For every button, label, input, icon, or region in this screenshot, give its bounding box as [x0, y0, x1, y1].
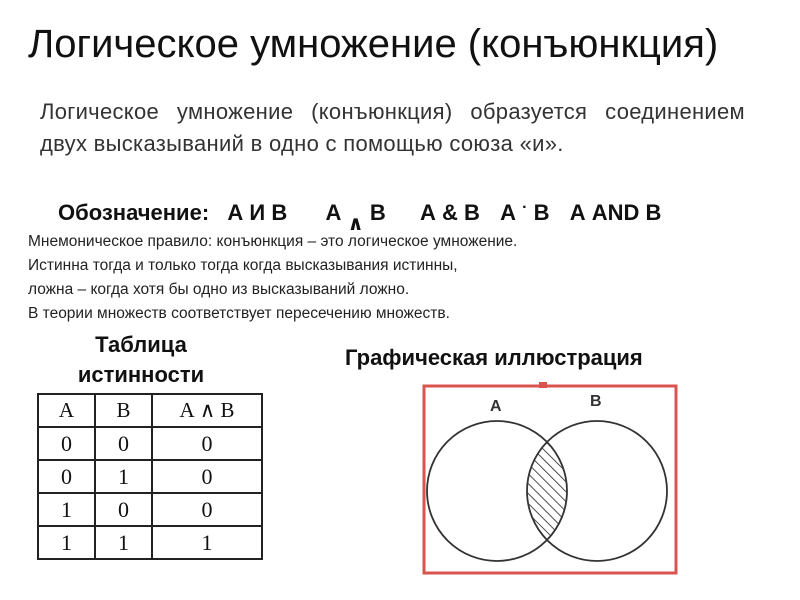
- wedge-symbol: ∧: [347, 213, 364, 235]
- notation-and-word: А И В: [227, 200, 288, 225]
- notation-ampersand: А & В: [420, 200, 480, 225]
- table-cell: 0: [95, 427, 152, 460]
- rule-line: Мнемоническое правило: конъюнкция – это логическое умножение.: [28, 233, 518, 250]
- truth-table: [37, 393, 263, 560]
- table-cell: 1: [95, 460, 152, 493]
- rule-line: ложна – когда хотя бы одно из высказываний ложно.: [28, 281, 410, 298]
- notation-wedge: А ∧ В: [325, 200, 386, 235]
- set-b-label: В: [590, 393, 602, 410]
- dot-symbol: ·: [522, 199, 528, 216]
- table-cell: 0: [38, 427, 95, 460]
- header-cell: А ∧ В: [152, 394, 262, 427]
- table-cell: 0: [95, 493, 152, 526]
- table-cell: 1: [38, 493, 95, 526]
- notation-label: Обозначение:: [58, 200, 210, 225]
- rule-line: В теории множеств соответствует пересечению множеств.: [28, 305, 450, 322]
- table-row: [38, 460, 262, 493]
- table-cell: 0: [38, 460, 95, 493]
- set-a-label: А: [490, 398, 502, 415]
- header-cell: А: [38, 394, 95, 427]
- page-title: Логическое умножение (конъюнкция): [28, 22, 719, 66]
- header-cell: В: [95, 394, 152, 427]
- illustration-caption: Графическая иллюстрация: [345, 345, 643, 370]
- table-cell: 1: [38, 526, 95, 559]
- table-header-row: [38, 394, 262, 427]
- notation-and-keyword: А AND В: [569, 200, 662, 225]
- table-cell: 1: [95, 526, 152, 559]
- table-cell: 1: [152, 526, 262, 559]
- table-row: [38, 427, 262, 460]
- table-row: [38, 526, 262, 559]
- frame-marker: [539, 382, 547, 388]
- rule-line: Истинна тогда и только тогда когда высказывания истинны,: [28, 257, 458, 274]
- venn-diagram: [420, 376, 680, 576]
- table-row: [38, 493, 262, 526]
- table-cell: 0: [152, 460, 262, 493]
- table-cell: 0: [152, 427, 262, 460]
- table-cell: 0: [152, 493, 262, 526]
- truth-table-caption: Таблица истинности: [77, 332, 205, 387]
- notation-line: [58, 199, 662, 235]
- intro-paragraph: Логическое умножение (конъюнкция) образуется соединением двух высказываний в одно с помощью союза «и».: [40, 99, 745, 156]
- mnemonic-rules: [28, 230, 517, 326]
- notation-dot: А · В: [500, 199, 550, 225]
